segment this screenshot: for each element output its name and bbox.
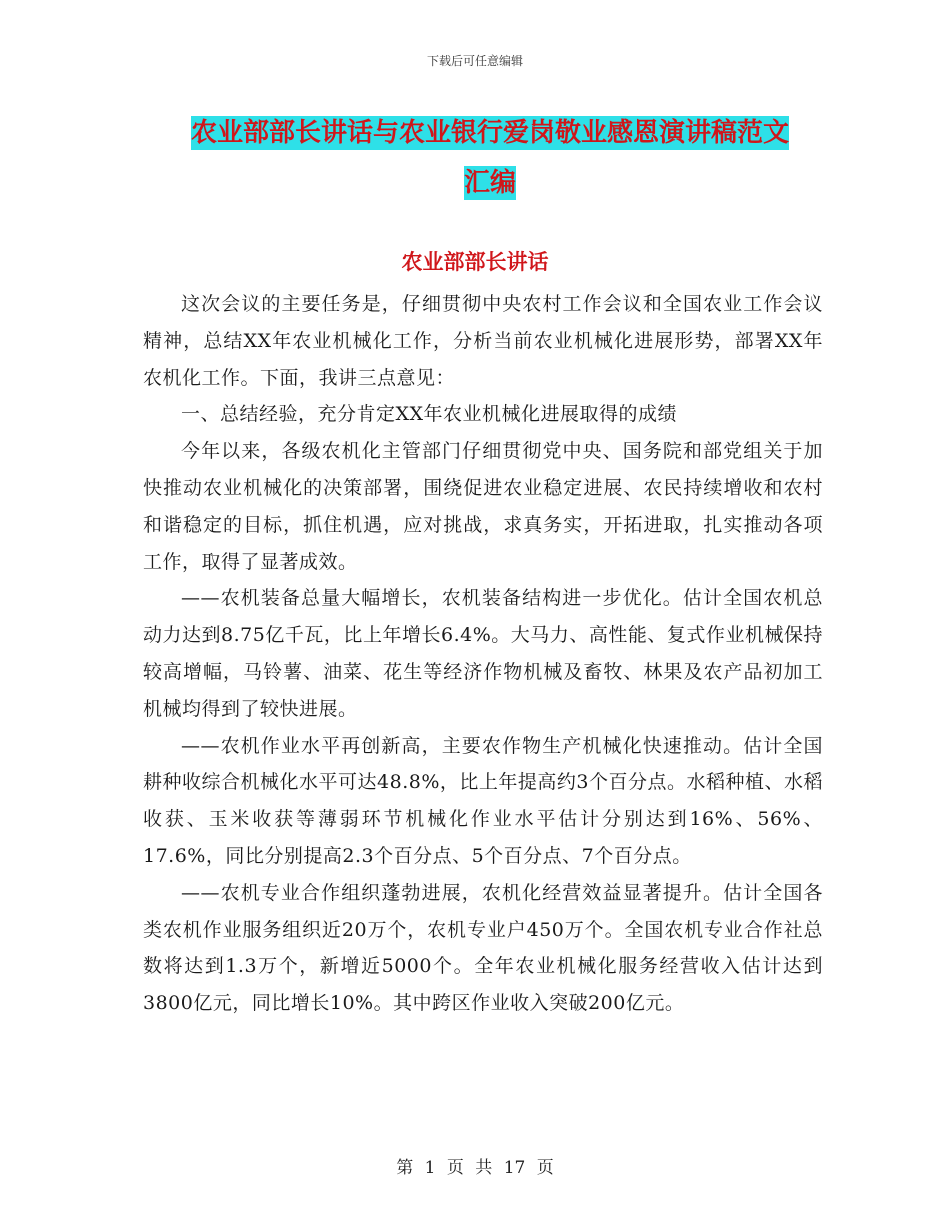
document-title-line2: 汇编 bbox=[463, 168, 516, 198]
paragraph: ——农机专业合作组织蓬勃进展，农机化经营效益显著提升。估计全国各类农机作业服务组织近20万个，农机专业户450万个。全国农机专业合作社总数将达到1.3万个，新增近5000个。全年农业机械化服务经营收入估计达到3800亿元，同比增长10%。其中跨区作业收入突破200亿元。 bbox=[143, 881, 823, 1015]
paragraph: 今年以来，各级农机化主管部门仔细贯彻党中央、国务院和部党组关于加快推动农业机械化的决策部署，围绕促进农业稳定进展、农民持续增收和农村和谐稳定的目标，抓住机遇，应对挑战，求真务实，开拓进取，扎实推动各项工作，取得了显著成效。 bbox=[143, 440, 823, 573]
paragraph: ——农机装备总量大幅增长，农机装备结构进一步优化。估计全国农机总动力达到8.75亿千瓦，比上年增长6.4%。大马力、高性能、复式作业机械保持较高增幅，马铃薯、油菜、花生等经济作物机械及畜牧、林果及农产品初加工机械均得到了较快进展。 bbox=[143, 587, 823, 720]
section-title: 农业部部长讲话 bbox=[401, 250, 549, 274]
page-footer: 第 1 页 共 17 页 bbox=[396, 1158, 554, 1178]
paragraph: 这次会议的主要任务是，仔细贯彻中央农村工作会议和全国农业工作会议精神，总结XX年农业机械化工作，分析当前农业机械化进展形势，部署XX年农机化工作。下面，我讲三点意见： bbox=[143, 293, 823, 389]
document-title bbox=[150, 108, 830, 208]
document-body bbox=[143, 286, 823, 1022]
paragraph: 一、总结经验，充分肯定XX年农业机械化进展取得的成绩 bbox=[181, 403, 678, 426]
document-title-line1: 农业部部长讲话与农业银行爱岗敬业感恩演讲稿范文 bbox=[190, 118, 789, 148]
paragraph: ——农机作业水平再创新高，主要农作物生产机械化快速推动。估计全国耕种收综合机械化水平可达48.8%，比上年提高约3个百分点。水稻种植、水稻收获、玉米收获等薄弱环节机械化作业水平估计分别达到16%、56%、17.6%，同比分别提高2.3个百分点、5个百分点、7个百分点。 bbox=[143, 734, 823, 867]
page-header: 下载后可任意编辑 bbox=[426, 54, 523, 68]
